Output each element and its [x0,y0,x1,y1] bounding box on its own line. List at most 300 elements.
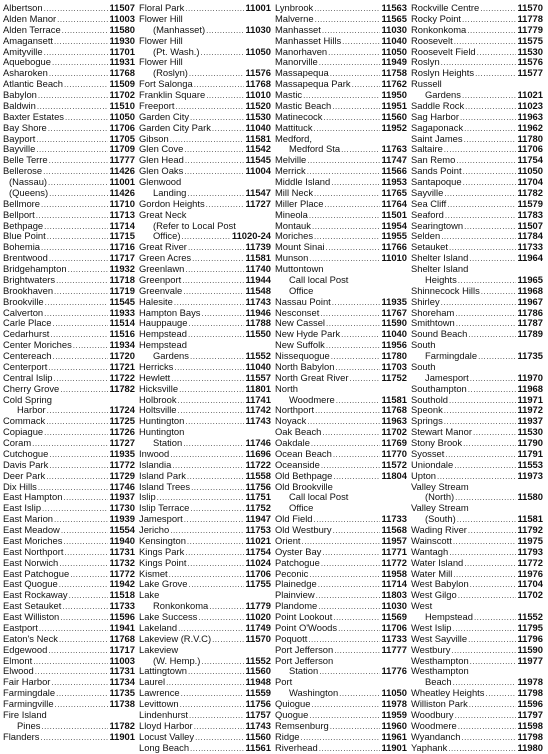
place-name: Gibson [139,133,169,144]
place-name: Rocky Point [411,13,462,24]
directory-entry [411,25,547,36]
dot-leader [333,526,381,536]
place-name: Oceanside [275,459,320,470]
zip-code: 11942 [109,579,135,590]
dot-leader [341,145,380,155]
directory-entry [411,503,547,514]
dot-leader [319,744,381,754]
zip-code: 11020 [245,612,271,622]
directory-entry [275,405,411,416]
zip-code: 11963 [517,111,543,122]
directory-entry [3,275,139,286]
place-name: Office [289,503,314,514]
zip-code: 11426 [109,166,135,177]
directory-entry [3,558,139,569]
place-name: Oak Beach [275,427,322,438]
directory-entry [275,427,411,438]
directory-entry [139,351,275,362]
zip-code: 11701 [109,46,135,57]
dot-leader [49,156,109,166]
directory-entry [139,57,275,68]
place-name: Ocean Beach [275,448,332,459]
zip-code: 11040 [381,329,407,340]
directory-entry [275,90,411,101]
directory-entry [139,210,275,221]
zip-code: 11520 [245,100,271,111]
dot-leader [59,580,109,590]
directory-entry [275,558,411,569]
zip-code: 11792 [517,525,543,535]
directory-entry [411,221,547,232]
place-name: Shelter Island [411,253,469,264]
zip-code: 11978 [381,699,407,709]
dot-leader [311,439,381,449]
zip-code: 11530 [245,111,271,122]
directory-entry [411,101,547,112]
dot-leader [39,624,109,634]
directory-entry [3,699,139,710]
dot-leader [333,450,381,460]
place-name: Westbury [411,644,451,655]
dot-leader [47,406,109,416]
zip-code: 11733 [381,514,407,525]
place-name: Central Islip [3,372,53,383]
directory-entry [275,123,411,134]
dot-leader [33,657,108,667]
place-name: Lakeland [139,622,178,633]
place-name: Huntington [139,427,185,438]
dot-leader [464,135,517,145]
directory-entry [3,210,139,221]
place-name: Deer Park [3,470,46,481]
dot-leader [468,385,517,395]
dot-leader [463,178,517,188]
dot-leader [49,189,108,199]
zip-code: 11960 [381,720,407,731]
place-name: Peconic [275,568,309,579]
directory-entry [275,460,411,471]
zip-code: 11777 [381,644,407,655]
place-name: Office [289,285,314,296]
place-name: Aquebogue [3,57,51,68]
zip-code: 11554 [109,525,135,535]
place-name: Remsenburg [275,720,329,731]
dot-leader [44,48,109,58]
zip-code: 11596 [517,699,543,709]
place-name: Plandome [275,601,318,612]
place-name: (W. Hemp.) [153,655,201,666]
dot-leader [43,167,108,177]
place-name: Lattingtown [139,666,187,677]
dot-leader [201,657,244,667]
dot-leader [64,80,109,90]
zip-code: 11971 [517,394,543,405]
directory-entry [3,569,139,580]
zip-code: 11545 [109,296,135,307]
place-name: North [275,383,298,394]
place-name: Pines [17,720,41,731]
zip-code: 11739 [245,242,271,253]
directory-entry [275,79,411,90]
directory-entry [411,144,547,155]
zip-code: 11724 [109,405,135,416]
place-name: East Patchogue [3,568,70,579]
dot-leader [206,200,245,210]
zip-code: 11575 [517,35,543,46]
directory-entry [139,297,275,308]
directory-entry [275,264,411,275]
directory-entry [275,503,411,514]
zip-code: 11768 [245,79,271,90]
place-name: Massapequa Park [275,79,351,90]
directory-entry [3,645,139,656]
place-name: Melville [275,155,307,166]
zip-code: 11772 [517,557,543,568]
dot-leader [62,26,109,36]
zip-code: 11793 [517,546,543,557]
dot-leader [41,243,108,253]
dot-leader [445,450,516,460]
zip-code: 11010 [245,90,271,100]
dot-leader [40,733,108,743]
zip-code: 11581 [517,514,543,525]
place-name: Wantagh [411,546,449,557]
zip-code: 11530 [517,46,543,57]
dot-leader [444,145,517,155]
directory-entry [411,210,547,221]
place-name: Manhasset Hills [275,35,342,46]
place-name: Flower Hill [139,57,183,68]
directory-entry [139,144,275,155]
place-name: Port Jefferson [275,644,334,655]
zip-code: 11040 [381,35,407,46]
directory-entry [275,438,411,449]
zip-code: 11001 [109,177,135,187]
place-name: Office) [153,231,181,242]
zip-code: 11965 [517,274,543,285]
zip-code: 11756 [245,699,271,709]
dot-leader [59,635,108,645]
directory-column-3 [275,3,411,751]
place-name: Springs [411,416,443,427]
zip-code: 11714 [381,579,407,590]
dot-leader [453,537,517,547]
directory-entry [139,525,275,536]
dot-leader [187,537,245,547]
dot-leader [185,417,244,427]
dot-leader [54,37,108,47]
dot-leader [309,570,380,580]
directory-entry [139,482,275,493]
dot-leader [32,439,108,449]
directory-entry [275,253,411,264]
dot-leader [184,167,244,177]
dot-leader [185,156,245,166]
directory-entry [139,221,275,232]
dot-leader [314,124,381,134]
directory-entry [411,677,547,688]
zip-code: 11961 [381,731,407,742]
place-name: Alden Terrace [3,24,61,35]
zip-code: 11976 [517,568,543,579]
zip-code: 11598 [517,720,543,731]
zip-code: 11001 [245,3,271,13]
directory-entry [3,612,139,623]
place-name: Hicksville [139,383,179,394]
directory-entry [139,645,275,656]
dot-leader [56,689,108,699]
place-name: Laurel [139,677,166,688]
directory-entry [3,123,139,134]
place-name: Wading River [411,525,467,535]
directory-entry [139,384,275,395]
dot-leader [188,580,244,590]
place-name: Williston Park [411,699,468,709]
directory-entry [275,134,411,145]
dot-leader [187,559,244,569]
directory-entry [3,362,139,373]
zip-code: 11733 [381,633,407,644]
place-name: Bay Shore [3,122,47,133]
directory-entry [139,112,275,123]
directory-entry [275,112,411,123]
place-name: Harbor [17,405,46,416]
place-name: Kings Park [139,546,185,557]
zip-code: 11944 [245,274,271,285]
zip-code: 11550 [245,329,271,340]
place-name: Heights [425,274,457,285]
directory-entry [139,449,275,460]
place-name: Green Acres [139,253,192,264]
dot-leader [315,15,381,25]
zip-code: 11791 [517,448,543,459]
directory-entry [275,155,411,166]
dot-leader [206,91,244,101]
place-name: Point O'Woods [275,622,338,633]
place-name: Montauk [275,220,311,231]
place-name: East Meadow [3,525,60,535]
place-name: Ronkonkoma [411,24,467,35]
place-name: Valley Stream [411,503,469,514]
zip-code: 11003 [109,13,135,24]
zip-code: 11565 [381,13,407,24]
directory-entry [3,514,139,525]
place-name: Mastic [275,90,303,100]
directory-entry [3,134,139,145]
directory-entry [3,25,139,36]
zip-code: 11552 [245,351,271,361]
zip-code: 11795 [517,622,543,633]
directory-entry [3,242,139,253]
place-name: East Hampton [3,492,63,503]
zip-code: 11787 [517,318,543,329]
dot-leader [52,352,108,362]
place-name: Roosevelt Field [411,46,476,57]
zip-code: 11735 [109,688,135,699]
place-name: West Gilgo [411,590,457,601]
dot-leader [184,515,245,525]
dot-leader [307,417,380,427]
zip-code: 11757 [245,709,271,720]
directory-entry [275,199,411,210]
zip-code: 11797 [517,709,543,720]
place-name: Moriches [275,231,314,242]
place-name: Hempstead [139,329,187,340]
directory-entry [3,373,139,384]
place-name: Glenwood [139,177,182,187]
directory-entry [139,547,275,558]
zip-code: 11935 [381,296,407,307]
dot-leader [36,135,108,145]
place-name: Merrick [275,166,306,177]
directory-entry [411,395,547,406]
place-name: Wheatley Heights [411,688,485,699]
directory-entry [411,699,547,710]
zip-code: 11514 [109,318,135,329]
zip-code-directory [3,3,547,751]
place-name: Farmingville [3,699,54,709]
zip-code: 11740 [245,264,271,274]
directory-entry [411,14,547,25]
dot-leader [320,309,380,319]
place-name: Stewart Manor [411,427,472,438]
dot-leader [46,417,108,427]
zip-code: 11937 [517,416,543,427]
directory-entry [139,558,275,569]
zip-code: 11931 [109,57,135,68]
place-name: Garden City Park [139,122,211,133]
directory-entry [139,699,275,710]
directory-entry [411,482,547,493]
dot-leader [65,113,108,123]
zip-code: 11776 [381,666,407,677]
dot-leader [473,428,516,438]
directory-entry [275,373,411,384]
place-name: East Quogue [3,579,58,590]
place-name: Quogue [275,709,309,720]
place-name: Matinecock [275,111,323,122]
dot-leader [341,330,380,340]
place-name: Port Jefferson [275,655,334,666]
directory-entry [411,384,547,395]
directory-entry [411,242,547,253]
dot-leader [194,722,245,732]
zip-code: 11516 [109,329,135,340]
place-name: Poquott [275,633,308,644]
directory-entry [3,405,139,416]
directory-entry [139,242,275,253]
place-name: Oakdale [275,438,310,448]
place-name: Orient [275,535,301,546]
directory-entry [3,329,139,340]
dot-leader [458,722,517,732]
dot-leader [35,667,109,677]
place-name: Roslyn [411,57,440,68]
place-name: Cold Spring [3,394,52,405]
directory-entry [275,590,411,601]
directory-entry [139,362,275,373]
dot-leader [37,102,109,112]
zip-code: 11786 [517,307,543,318]
dot-leader [449,548,516,558]
zip-code: 11717 [109,253,135,264]
zip-code: 11570 [245,633,271,644]
directory-entry [411,362,547,373]
directory-entry [3,427,139,438]
place-name: Center Moriches [3,340,72,351]
place-name: Sands Point [411,166,462,177]
zip-code: 11714 [109,220,135,231]
zip-code: 11568 [381,525,407,535]
directory-entry [139,199,275,210]
dot-leader [185,265,244,275]
zip-code: 11705 [109,133,135,144]
dot-leader [462,91,516,101]
place-name: West Babylon [411,579,469,590]
directory-entry [3,384,139,395]
directory-entry [411,166,547,177]
zip-code: 11752 [381,372,407,383]
dot-leader [189,69,245,79]
zip-code: 11580 [109,24,135,35]
dot-leader [184,145,244,155]
zip-code: 11743 [245,416,271,427]
place-name: Station [289,666,319,677]
dot-leader [333,613,380,623]
dot-leader [178,406,245,416]
zip-code: 11768 [381,405,407,416]
zip-code: 11563 [381,3,407,13]
zip-code: 11572 [381,459,407,470]
directory-entry [411,405,547,416]
directory-entry [139,438,275,449]
directory-entry [275,416,411,427]
place-name: Searingtown [411,220,464,231]
place-name: Edgewood [3,644,48,655]
place-name: Glen Head [139,155,184,166]
zip-code: 11940 [109,535,135,546]
zip-code: 11726 [109,427,135,438]
zip-code: 11951 [381,100,407,111]
place-name: (North) [425,492,455,503]
directory-entry [3,177,139,188]
zip-code: 11704 [517,177,543,187]
directory-entry [275,645,411,656]
directory-entry [275,482,411,493]
dot-leader [191,483,244,493]
place-name: Baldwin [3,100,36,111]
place-name: Station [153,438,183,448]
zip-code: 11558 [245,470,271,481]
zip-code: 11956 [381,340,407,351]
directory-entry [411,656,547,667]
directory-entry [139,677,275,688]
directory-entry [275,221,411,232]
directory-entry [3,416,139,427]
dot-leader [322,428,380,438]
directory-entry [139,188,275,199]
zip-code: 11732 [109,557,135,568]
place-name: Syosset [411,448,445,459]
zip-code: 11004 [245,166,271,177]
directory-entry [411,666,547,677]
zip-code: 11576 [245,68,271,79]
directory-entry [3,166,139,177]
dot-leader [477,48,517,58]
dot-leader [456,156,516,166]
place-name: Bayville [3,144,36,155]
dot-leader [190,113,244,123]
